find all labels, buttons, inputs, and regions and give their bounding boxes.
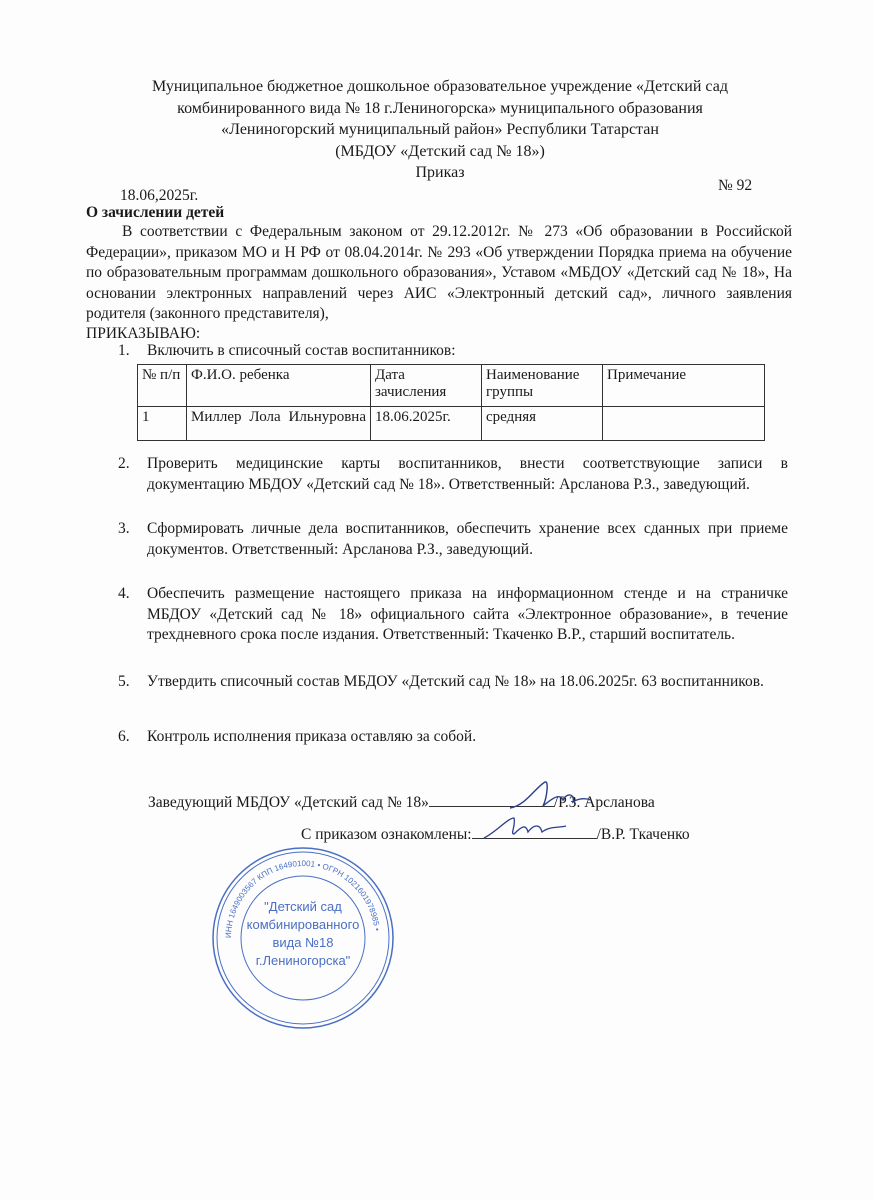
table-cell: средняя — [482, 407, 603, 441]
table-header: Примечание — [603, 365, 765, 407]
table-cell: 1 — [138, 407, 187, 441]
stamp-text: вида №18 — [272, 935, 334, 950]
order-item — [118, 727, 788, 746]
stamp-text: "Детский сад — [264, 899, 342, 914]
header-line: комбинированного вида № 18 г.Лениногорска» муниципального образования — [177, 99, 703, 117]
order-subject: О зачислении детей — [86, 204, 225, 221]
table-header: Наименование группы — [482, 365, 603, 407]
item-text: Сформировать личные дела воспитанников, обеспечить хранение всех сданных при приеме документов. Ответственный: Арсланова Р.З., заведующий. — [147, 520, 788, 558]
item-number: 1. — [118, 342, 130, 359]
ack-name: /В.Р. Ткаченко — [596, 826, 690, 843]
head-title: Заведующий МБДОУ «Детский сад № 18» — [148, 794, 429, 811]
document-type: Приказ — [415, 164, 465, 181]
order-item — [118, 341, 788, 360]
table-header: Дата зачисления — [371, 365, 482, 407]
table-header-row — [138, 365, 765, 407]
item-number: 6. — [118, 728, 130, 745]
official-stamp — [208, 843, 398, 1033]
order-item — [118, 519, 788, 560]
stamp-ring-text: ИНН 1649003567 КПП 164901001 • ОГРН 1021601978985 • — [223, 858, 382, 939]
order-word: ПРИКАЗЫВАЮ: — [86, 325, 201, 342]
head-handwritten-signature — [505, 778, 595, 814]
head-name: /Р.З. Арсланова — [553, 794, 655, 811]
order-number: № 92 — [718, 177, 753, 194]
preamble: В соответствии с Федеральным законом от 29.12.2012г. № 273 «Об образовании в Российской Федерации», приказом МО и Н РФ от 08.04.2014г. № 293 «Об утверждении Порядка приема на обучение по образовательным программам дошкольного образования», Уставом «МБДОУ «Детский сад № 18», На основании электронных направлений через АИС «Электронный детский сад», личного заявления родителя (законного представителя), — [86, 223, 792, 322]
order-item — [118, 672, 788, 693]
table-cell: 18.06.2025г. — [371, 407, 482, 441]
item-text: Контроль исполнения приказа оставляю за собой. — [147, 728, 477, 745]
stamp-text: комбинированного — [246, 917, 360, 932]
item-number: 2. — [118, 455, 130, 472]
item-text: Обеспечить размещение настоящего приказа на информационном стенде и на страничке МБДОУ «Детский сад № 18» официального сайта «Электронное образование», в течение трехдневного срока после издания. Ответственный: Ткаченко В.Р., старший воспитатель. — [147, 585, 788, 643]
item-number: 3. — [118, 520, 130, 537]
stamp-text: г.Лениногорска" — [255, 953, 351, 968]
ack-handwritten-signature — [480, 812, 570, 842]
item-number: 4. — [118, 585, 130, 602]
item-text: Утвердить списочный состав МБДОУ «Детский сад № 18» на 18.06.2025г. 63 воспитанников. — [147, 673, 764, 690]
order-date: 18.06,2025г. — [120, 187, 199, 204]
children-table — [137, 364, 765, 441]
header-line: Муниципальное бюджетное дошкольное образовательное учреждение «Детский сад — [152, 78, 728, 95]
table-header: Ф.И.О. ребенка — [187, 365, 371, 407]
table-row — [138, 407, 765, 441]
table-cell: Миллер Лола Ильнуровна — [187, 407, 371, 441]
item-number: 5. — [118, 673, 130, 690]
order-item — [118, 454, 788, 495]
header-line: «Лениногорский муниципальный район» Республики Татарстан — [221, 121, 659, 138]
order-item — [118, 584, 788, 646]
header-line: (МБДОУ «Детский сад № 18») — [335, 142, 545, 160]
table-header: № п/п — [138, 365, 187, 407]
document-header — [60, 76, 820, 184]
table-cell — [603, 407, 765, 441]
ack-label: С приказом ознакомлены: — [301, 826, 472, 843]
item-text: Проверить медицинские карты воспитанников, внести соответствующие записи в документацию МБДОУ «Детский сад № 18». Ответственный: Арсланова Р.З., заведующий. — [147, 455, 788, 493]
item-text: Включить в списочный состав воспитанников: — [147, 342, 456, 359]
